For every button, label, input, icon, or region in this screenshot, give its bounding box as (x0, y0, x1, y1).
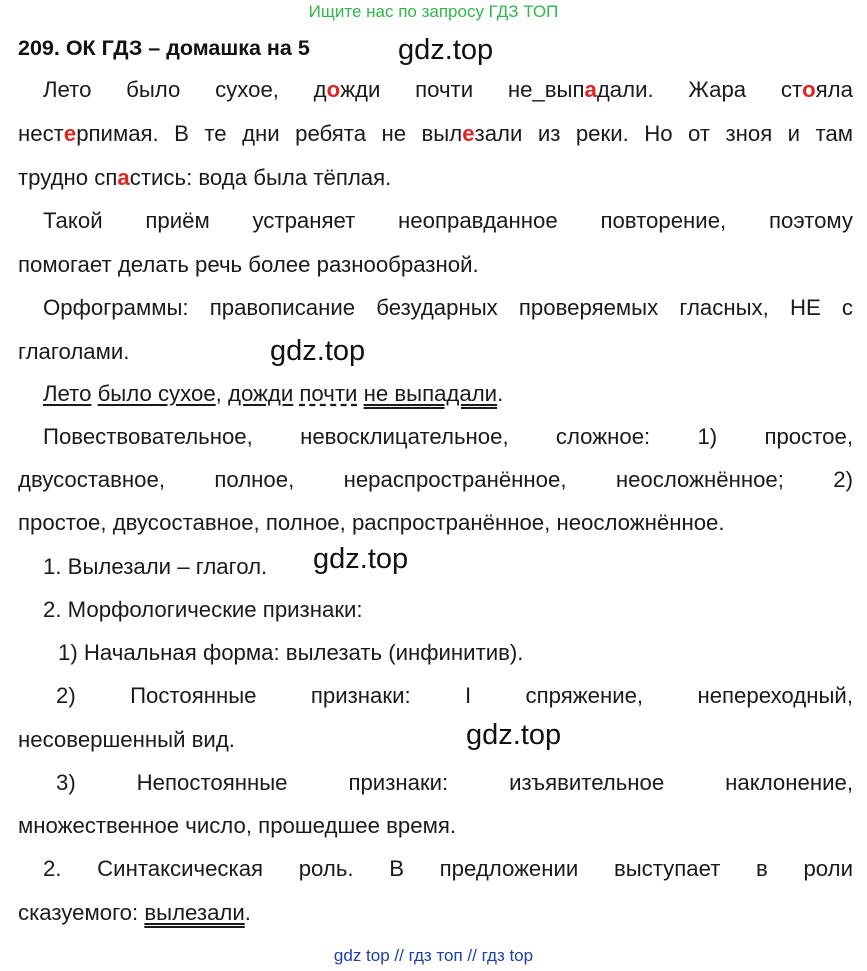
text-line: 2. Морфологические признаки: (43, 597, 363, 622)
footer-links[interactable]: gdz top // гдз топ // гдз top (333, 946, 534, 965)
watermark: gdz.top (270, 335, 366, 367)
watermark: gdz.top (313, 543, 409, 575)
text-line: двусоставное, полное, нераспространённое, неосложнённое; 2) (18, 467, 853, 492)
subject: дожди (228, 381, 294, 406)
parsed-sentence: Лето было сухое, дожди почти не выпадали. (43, 381, 504, 406)
text-line: Повествовательное, невосклицательное, сложное: 1) простое, (43, 424, 853, 449)
predicate: было сухое (97, 381, 216, 406)
text-line: 1. Вылезали – глагол. (43, 554, 268, 579)
predicate: не выпадали (363, 381, 498, 406)
text-line: Лето было сухое, дожди почти не_выпадали. Жара стояла (43, 77, 853, 102)
text-line: 2) Постоянные признаки: I спряжение, непереходный, (56, 683, 853, 708)
predicate: вылезали (144, 900, 245, 925)
text-line: помогает делать речь более разнообразной. (18, 252, 479, 277)
text-line: простое, двусоставное, полное, распространённое, неосложнённое. (18, 510, 725, 535)
text-line: глаголами. (18, 339, 130, 364)
watermark: gdz.top (466, 719, 562, 751)
top-banner[interactable]: Ищите нас по запросу ГДЗ ТОП (308, 2, 559, 21)
text-line: Орфограммы: правописание безударных проверяемых гласных, НЕ с (43, 295, 853, 320)
adverbial: почти (299, 381, 358, 406)
text-line: 1) Начальная форма: вылезать (инфинитив). (58, 640, 524, 665)
task-heading: 209. ОК ГДЗ – домашка на 5 (18, 36, 310, 60)
text-line: 3) Непостоянные признаки: изъявительное наклонение, (56, 770, 853, 795)
text-line: трудно спастись: вода была тёплая. (18, 165, 392, 190)
text-line: множественное число, прошедшее время. (18, 813, 457, 838)
text-line: нестерпимая. В те дни ребята не вылезали из реки. Но от зноя и там (18, 121, 854, 146)
text-line: несовершенный вид. (18, 727, 235, 752)
subject: Лето (43, 381, 92, 406)
text-line: Такой приём устраняет неоправданное повторение, поэтому (43, 208, 853, 233)
text-line: 2. Синтаксическая роль. В предложении выступает в роли (43, 856, 853, 881)
text-line: сказуемого: вылезали. (18, 900, 251, 925)
watermark: gdz.top (398, 34, 494, 66)
